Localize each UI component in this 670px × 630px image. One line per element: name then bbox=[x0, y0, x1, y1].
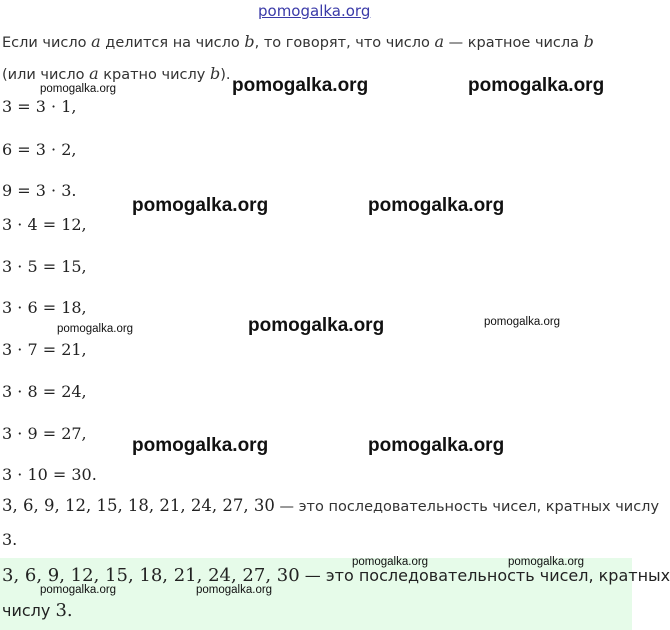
equation: 6 = 3 · 2, bbox=[2, 140, 77, 159]
var-a: a bbox=[89, 64, 99, 83]
intro-text: кратно числу bbox=[98, 67, 210, 83]
answer-number: 3. bbox=[55, 600, 73, 621]
answer-text: числу bbox=[2, 601, 56, 620]
watermark: pomogalka.org bbox=[368, 195, 505, 216]
watermark: pomogalka.org bbox=[352, 556, 429, 568]
intro-line-1 bbox=[2, 32, 594, 51]
watermark: pomogalka.org bbox=[232, 75, 369, 96]
conclusion-line-1 bbox=[2, 496, 659, 515]
conclusion-text: — это последовательность чисел, кратных числу bbox=[274, 499, 660, 515]
watermark: pomogalka.org bbox=[484, 316, 561, 328]
equation: 3 = 3 · 1, bbox=[2, 97, 77, 116]
answer-numbers: 3, 6, 9, 12, 15, 18, 21, 24, 27, 30 bbox=[2, 565, 300, 586]
equation: 3 · 10 = 30. bbox=[2, 465, 97, 484]
intro-text: делится на число bbox=[100, 35, 245, 51]
watermark: pomogalka.org bbox=[508, 556, 585, 568]
intro-text: (или число bbox=[2, 67, 90, 83]
watermark: pomogalka.org bbox=[468, 75, 605, 96]
var-b: b bbox=[244, 32, 255, 51]
equation: 3 · 8 = 24, bbox=[2, 382, 87, 401]
intro-text: — кратное числа bbox=[444, 35, 584, 51]
watermark: pomogalka.org bbox=[132, 435, 269, 456]
equation: 3 · 5 = 15, bbox=[2, 257, 87, 276]
answer-line-2 bbox=[2, 600, 73, 621]
watermark: pomogalka.org bbox=[40, 83, 117, 95]
var-a: a bbox=[434, 32, 445, 51]
watermark: pomogalka.org bbox=[248, 315, 385, 336]
watermark: pomogalka.org bbox=[57, 323, 134, 335]
watermark: pomogalka.org bbox=[368, 435, 505, 456]
answer-line-1 bbox=[2, 565, 670, 586]
intro-text: , то говорят, что число bbox=[254, 35, 435, 51]
answer-text: — это последовательность чисел, кратных bbox=[299, 566, 670, 585]
equation: 9 = 3 · 3. bbox=[2, 181, 77, 200]
site-header-link[interactable]: pomogalka.org bbox=[258, 2, 371, 20]
watermark: pomogalka.org bbox=[40, 584, 117, 596]
var-a: a bbox=[91, 32, 101, 51]
equation: 3 · 9 = 27, bbox=[2, 424, 87, 443]
conclusion-line-2: 3. bbox=[2, 530, 18, 549]
watermark: pomogalka.org bbox=[132, 195, 269, 216]
watermark: pomogalka.org bbox=[196, 584, 273, 596]
equation: 3 · 7 = 21, bbox=[2, 340, 87, 359]
intro-line-2 bbox=[2, 64, 230, 83]
var-b: b bbox=[583, 32, 594, 51]
intro-text: ). bbox=[220, 67, 231, 83]
sequence-numbers: 3, 6, 9, 12, 15, 18, 21, 24, 27, 30 bbox=[2, 496, 275, 515]
var-b: b bbox=[209, 64, 221, 83]
equation: 3 · 4 = 12, bbox=[2, 215, 87, 234]
intro-text: Если число bbox=[2, 35, 92, 51]
equation: 3 · 6 = 18, bbox=[2, 298, 87, 317]
